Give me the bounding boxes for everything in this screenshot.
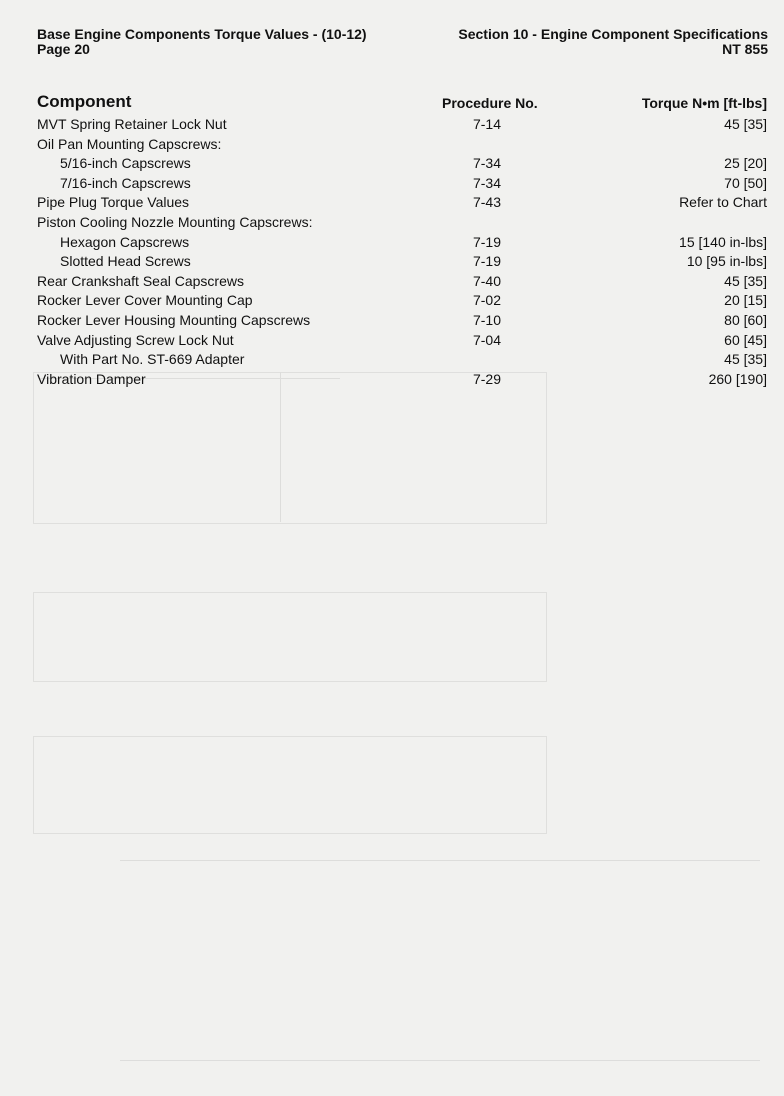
component-cell: Piston Cooling Nozzle Mounting Capscrews: xyxy=(37,213,313,230)
procedure-cell: 7-19 xyxy=(472,233,502,250)
component-cell: Hexagon Capscrews xyxy=(60,233,190,250)
table-row xyxy=(37,369,767,389)
table-row xyxy=(37,114,767,134)
table-row xyxy=(37,310,767,330)
table-row xyxy=(37,212,767,232)
table-row xyxy=(37,271,767,291)
torque-cell: 260 [190] xyxy=(708,370,767,387)
component-cell: Valve Adjusting Screw Lock Nut xyxy=(37,331,234,348)
table-row xyxy=(37,153,767,173)
table-row xyxy=(37,251,767,271)
table-row xyxy=(37,232,767,252)
procedure-cell: 7-04 xyxy=(472,331,502,348)
component-cell: Rear Crankshaft Seal Capscrews xyxy=(37,272,244,289)
procedure-cell: 7-14 xyxy=(472,116,502,132)
page-header-right xyxy=(458,27,768,57)
procedure-cell: 7-34 xyxy=(472,174,502,191)
procedure-cell: 7-40 xyxy=(472,272,502,289)
torque-cell: 60 [45] xyxy=(724,331,767,348)
table-row xyxy=(37,173,767,193)
component-cell: Oil Pan Mounting Capscrews: xyxy=(37,135,222,152)
page-number: Page 20 xyxy=(37,41,90,57)
torque-cell: 45 [35] xyxy=(724,116,767,132)
procedure-cell: 7-10 xyxy=(472,311,502,328)
component-cell: With Part No. ST-669 Adapter xyxy=(60,351,245,368)
table-row xyxy=(37,330,767,350)
component-cell: 5/16-inch Capscrews xyxy=(60,155,191,172)
component-cell: 7/16-inch Capscrews xyxy=(60,174,191,191)
table-row xyxy=(37,134,767,154)
procedure-cell: 7-19 xyxy=(472,253,502,270)
table-header-row xyxy=(37,92,767,114)
torque-cell: 20 [15] xyxy=(724,292,767,309)
procedure-cell: 7-43 xyxy=(472,194,502,211)
procedure-cell: 7-02 xyxy=(472,292,502,309)
table-row xyxy=(37,192,767,212)
document-code: NT 855 xyxy=(722,41,768,57)
torque-cell: Refer to Chart xyxy=(679,194,767,211)
page-header-left xyxy=(37,27,367,57)
component-cell: Slotted Head Screws xyxy=(60,253,191,270)
torque-cell: 10 [95 in-lbs] xyxy=(686,253,767,270)
table-row xyxy=(37,290,767,310)
torque-values-table xyxy=(37,92,767,388)
torque-cell: 80 [60] xyxy=(724,311,767,328)
document-title: Base Engine Components Torque Values - (10-12) xyxy=(37,26,367,42)
torque-cell: 25 [20] xyxy=(724,155,767,172)
procedure-cell: 7-34 xyxy=(472,155,502,172)
section-title: Section 10 - Engine Component Specifications xyxy=(458,26,768,42)
torque-cell: 45 [35] xyxy=(724,272,767,289)
column-header-torque: Torque N•m [ft-lbs] xyxy=(641,95,767,111)
component-cell: Rocker Lever Housing Mounting Capscrews xyxy=(37,311,311,328)
table-row xyxy=(37,349,767,369)
column-header-procedure: Procedure No. xyxy=(442,95,538,111)
torque-cell: 70 [50] xyxy=(724,174,767,191)
component-cell: Vibration Damper xyxy=(37,370,146,387)
component-cell: Pipe Plug Torque Values xyxy=(37,194,190,211)
torque-cell: 45 [35] xyxy=(724,351,767,368)
component-cell: MVT Spring Retainer Lock Nut xyxy=(37,116,227,132)
column-header-component: Component xyxy=(37,92,132,111)
component-cell: Rocker Lever Cover Mounting Cap xyxy=(37,292,253,309)
torque-cell: 15 [140 in-lbs] xyxy=(679,233,767,250)
procedure-cell: 7-29 xyxy=(472,370,502,387)
